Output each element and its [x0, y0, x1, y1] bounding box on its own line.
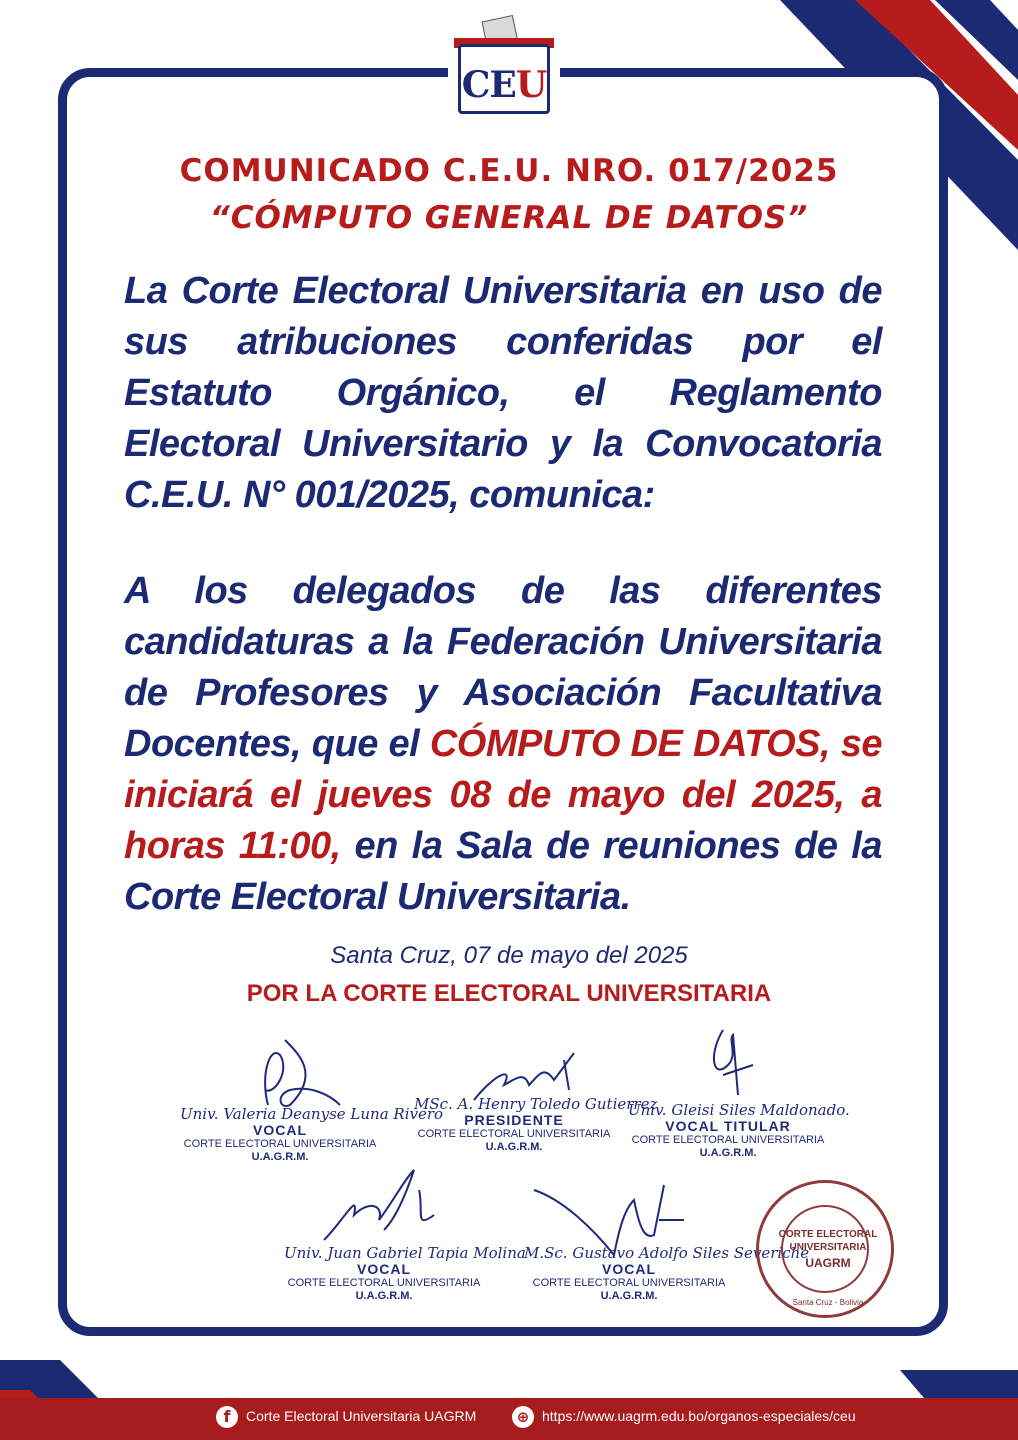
communique-number: COMUNICADO C.E.U. NRO. 017/2025: [179, 153, 839, 189]
handwritten-signature: [628, 1025, 828, 1105]
signature-block: M.Sc. Gustavo Adolfo Siles Severiche VOCAL CORTE ELECTORAL UNIVERSITARIA U.A.G.R.M.: [524, 1180, 734, 1320]
notice-paragraph: A los delegados de las diferentes candidaturas a la Federación Universitaria de Profesores y Asociación Facultativa Docentes, que el CÓMPUTO DE DATOS, se iniciará el jueves 08 de mayo del 2025, a horas 11:00, en la Sala de reuniones de la Corte Electoral Universitaria.: [124, 570, 883, 918]
byline: POR LA CORTE ELECTORAL UNIVERSITARIA: [246, 980, 772, 1007]
handwritten-signature: [284, 1160, 484, 1245]
signature-block: Univ. Gleisi Siles Maldonado. VOCAL TITULAR CORTE ELECTORAL UNIVERSITARIA U.A.G.R.M.: [628, 1025, 828, 1165]
signature-block: Univ. Juan Gabriel Tapia Molina VOCAL CORTE ELECTORAL UNIVERSITARIA U.A.G.R.M.: [284, 1160, 484, 1320]
signature-block: Univ. Valeria Deanyse Luna Rivero VOCAL CORTE ELECTORAL UNIVERSITARIA U.A.G.R.M.: [180, 1035, 380, 1175]
facebook-link[interactable]: Corte Electoral Universitaria UAGRM: [246, 1408, 477, 1424]
ceu-logo: [448, 14, 560, 118]
globe-icon: ⊕: [512, 1406, 534, 1428]
signature-block: MSc. A. Henry Toledo Gutierrez PRESIDENTE CORTE ELECTORAL UNIVERSITARIA U.A.G.R.M.: [414, 1045, 614, 1175]
website-link[interactable]: https://www.uagrm.edu.bo/organos-especiales/ceu: [542, 1408, 856, 1424]
footer-bar: [0, 1398, 1018, 1440]
intro-paragraph: La Corte Electoral Universitaria en uso de sus atribuciones conferidas por el Estatuto Orgánico, el Reglamento Electoral Universitario y la Convocatoria C.E.U. N° 001/2025, comunica:: [124, 270, 882, 516]
official-seal: CORTE ELECTORAL UNIVERSITARIA UAGRM Santa Cruz - Bolivia: [756, 1180, 894, 1318]
logo-text: CEU: [461, 64, 547, 106]
highlighted-schedule: CÓMPUTO DE DATOS, se iniciará el jueves 08 de mayo del 2025, a horas 11:00,: [124, 723, 882, 867]
facebook-icon: f: [216, 1406, 238, 1428]
communique-subject: “CÓMPUTO GENERAL DE DATOS”: [209, 200, 809, 236]
handwritten-signature: [180, 1035, 380, 1115]
place-date: Santa Cruz, 07 de mayo del 2025: [330, 942, 688, 969]
